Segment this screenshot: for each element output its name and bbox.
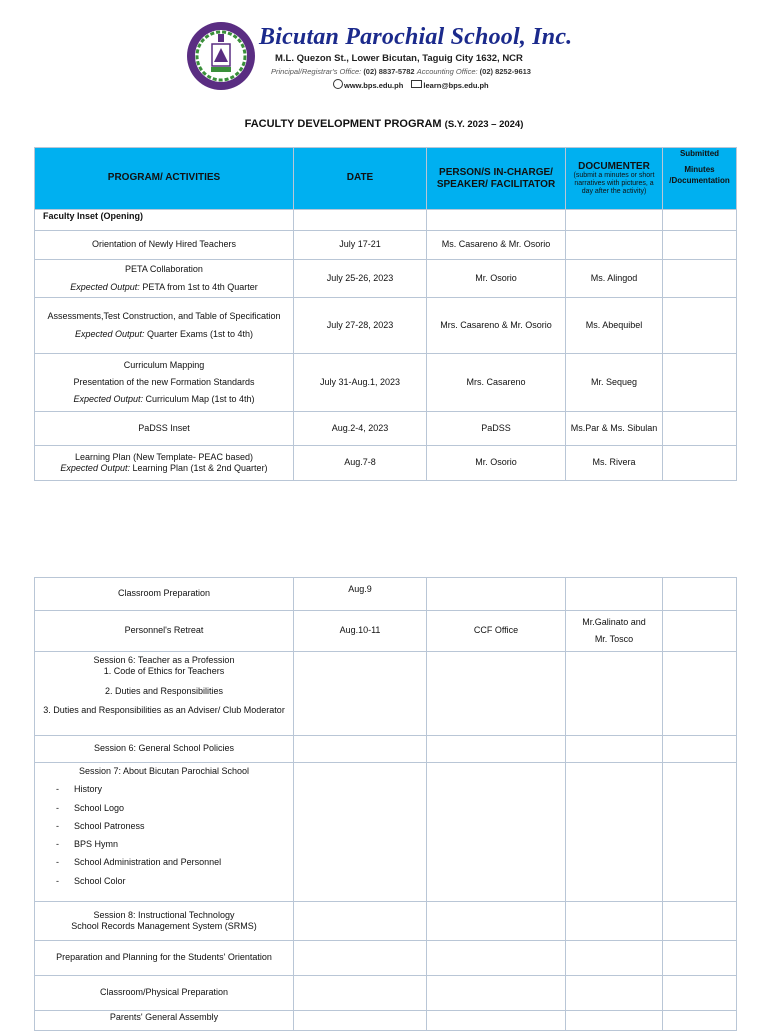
session-item: 3. Duties and Responsibilities as an Adviser/ Club Moderator bbox=[43, 704, 285, 715]
col-submitted bbox=[663, 148, 737, 210]
page-title bbox=[0, 118, 768, 130]
cell-documenter: Ms. Rivera bbox=[566, 446, 663, 481]
cell-program bbox=[35, 260, 294, 298]
session-title: Session 7: About Bicutan Parochial School bbox=[78, 766, 250, 776]
cell-date: Aug.2-4, 2023 bbox=[294, 412, 427, 446]
cell-person: Mr. Osorio bbox=[427, 446, 566, 481]
col-submitted-title: Submitted bbox=[679, 149, 720, 158]
cell-person: CCF Office bbox=[427, 611, 566, 652]
cell-documenter bbox=[566, 611, 663, 652]
expected-label: Expected Output: bbox=[60, 463, 130, 473]
program-table-1 bbox=[34, 147, 737, 481]
table-row bbox=[35, 652, 737, 736]
cell-program bbox=[35, 763, 294, 902]
cell-program bbox=[35, 298, 294, 354]
expected-output bbox=[38, 394, 290, 405]
program-table-2 bbox=[34, 577, 737, 1031]
cell-documenter: Mr. Sequeg bbox=[566, 354, 663, 412]
globe-icon bbox=[333, 79, 343, 89]
cell-date: July 25-26, 2023 bbox=[294, 260, 427, 298]
expected-label: Expected Output: bbox=[74, 328, 145, 339]
cell-date: Aug.7-8 bbox=[294, 446, 427, 481]
cell-program: Classroom Preparation bbox=[35, 578, 294, 611]
list-item: - History bbox=[56, 784, 290, 795]
table-row bbox=[35, 976, 737, 1011]
program-title: Learning Plan (New Template- PEAC based) bbox=[75, 451, 253, 462]
table-row bbox=[35, 941, 737, 976]
table-row bbox=[35, 902, 737, 941]
table-row bbox=[35, 1011, 737, 1031]
cell-date: July 31-Aug.1, 2023 bbox=[294, 354, 427, 412]
table-row bbox=[35, 354, 737, 412]
expected-label: Expected Output: bbox=[70, 281, 140, 292]
cell-documenter: Ms.Par & Ms. Sibulan bbox=[566, 412, 663, 446]
cell-program: Session 6: General School Policies bbox=[35, 736, 294, 763]
table-row bbox=[35, 231, 737, 260]
cell-date: Aug.9 bbox=[294, 578, 427, 611]
table-row bbox=[35, 611, 737, 652]
web-contacts bbox=[333, 79, 489, 90]
table-row bbox=[35, 210, 737, 231]
principal-phone: (02) 8837-5782 bbox=[363, 67, 415, 76]
cell-program: Classroom/Physical Preparation bbox=[35, 976, 294, 1011]
session-title: Session 8: Instructional Technology bbox=[93, 909, 235, 920]
table-row bbox=[35, 412, 737, 446]
title-school-year: (S.Y. 2023 – 2024) bbox=[444, 119, 524, 130]
cell-documenter bbox=[566, 231, 663, 260]
cell-program bbox=[35, 902, 294, 941]
list-item: - BPS Hymn bbox=[56, 839, 290, 850]
cell-person: PaDSS bbox=[427, 412, 566, 446]
table-row bbox=[35, 260, 737, 298]
cell-date: July 27-28, 2023 bbox=[294, 298, 427, 354]
list-item: - School Logo bbox=[56, 803, 290, 814]
cell-date: Aug.10-11 bbox=[294, 611, 427, 652]
col-person: PERSON/S IN-CHARGE/ SPEAKER/ FACILITATOR bbox=[427, 148, 566, 210]
accounting-label: Accounting Office: bbox=[416, 67, 478, 76]
cell-documenter: Ms. Abequibel bbox=[566, 298, 663, 354]
program-subtitle: Presentation of the new Formation Standards bbox=[73, 376, 255, 387]
expected-text: Curriculum Map (1st to 4th) bbox=[145, 394, 255, 405]
table-row bbox=[35, 298, 737, 354]
list-item: - School Color bbox=[56, 876, 290, 887]
list-item: - School Administration and Personnel bbox=[56, 857, 290, 868]
col-documenter-title: DOCUMENTER bbox=[578, 160, 650, 172]
documenter-line-2: Mr. Tosco bbox=[594, 634, 634, 644]
letterhead bbox=[185, 18, 605, 96]
accounting-phone: (02) 8252-9613 bbox=[479, 67, 531, 76]
website: www.bps.edu.ph bbox=[344, 81, 404, 90]
cell-program: Personnel's Retreat bbox=[35, 611, 294, 652]
col-documenter-note: (submit a minutes or short narratives with pictures, a day after the activity) bbox=[573, 172, 655, 196]
cell-program: PaDSS Inset bbox=[35, 412, 294, 446]
col-documenter bbox=[566, 148, 663, 210]
school-seal-icon bbox=[185, 20, 257, 92]
session-title: Session 6: Teacher as a Profession bbox=[93, 655, 235, 665]
expected-output bbox=[38, 463, 290, 474]
section-label: Faculty Inset (Opening) bbox=[35, 210, 294, 231]
principal-label: Principal/Registrar's Office: bbox=[271, 67, 362, 76]
program-title: Curriculum Mapping bbox=[123, 359, 205, 370]
cell-person: Mr. Osorio bbox=[427, 260, 566, 298]
expected-output bbox=[38, 282, 290, 293]
cell-person: Ms. Casareno & Mr. Osorio bbox=[427, 231, 566, 260]
program-title: PETA Collaboration bbox=[125, 264, 203, 275]
table-row bbox=[35, 446, 737, 481]
cell-program bbox=[35, 354, 294, 412]
cell-person: Mrs. Casareno bbox=[427, 354, 566, 412]
cell-person: Mrs. Casareno & Mr. Osorio bbox=[427, 298, 566, 354]
expected-label: Expected Output: bbox=[73, 394, 143, 405]
table-row bbox=[35, 578, 737, 611]
contact-phones bbox=[271, 67, 531, 76]
school-name: Bicutan Parochial School, Inc. bbox=[259, 24, 573, 50]
session-list bbox=[38, 784, 290, 887]
col-program: PROGRAM/ ACTIVITIES bbox=[35, 148, 294, 210]
col-submitted-sub: Minutes /Documentation bbox=[669, 165, 730, 185]
cell-documenter: Ms. Alingod bbox=[566, 260, 663, 298]
school-address: M.L. Quezon St., Lower Bicutan, Taguig City 1632, NCR bbox=[275, 53, 523, 64]
email: learn@bps.edu.ph bbox=[423, 81, 489, 90]
mail-icon bbox=[411, 80, 422, 88]
table-row bbox=[35, 763, 737, 902]
list-item: - School Patroness bbox=[56, 821, 290, 832]
documenter-line-1: Mr.Galinato and bbox=[582, 616, 646, 627]
session-subtitle: School Records Management System (SRMS) bbox=[71, 921, 257, 931]
expected-text: Learning Plan (1st & 2nd Quarter) bbox=[132, 463, 268, 473]
title-main: FACULTY DEVELOPMENT PROGRAM bbox=[244, 118, 442, 130]
expected-text: PETA from 1st to 4th Quarter bbox=[142, 281, 258, 292]
cell-program bbox=[35, 652, 294, 736]
expected-output bbox=[38, 329, 290, 340]
program-title: Assessments,Test Construction, and Table of Specification bbox=[47, 311, 281, 322]
table-header-row bbox=[35, 148, 737, 210]
cell-program: Orientation of Newly Hired Teachers bbox=[35, 231, 294, 260]
cell-program bbox=[35, 446, 294, 481]
expected-text: Quarter Exams (1st to 4th) bbox=[147, 328, 254, 339]
cell-program: Parents' General Assembly bbox=[35, 1011, 294, 1031]
cell-date: July 17-21 bbox=[294, 231, 427, 260]
session-item: 2. Duties and Responsibilities bbox=[104, 685, 224, 696]
session-item: 1. Code of Ethics for Teachers bbox=[103, 666, 225, 677]
table-row bbox=[35, 736, 737, 763]
cell-program: Preparation and Planning for the Students' Orientation bbox=[35, 941, 294, 976]
col-date: DATE bbox=[294, 148, 427, 210]
